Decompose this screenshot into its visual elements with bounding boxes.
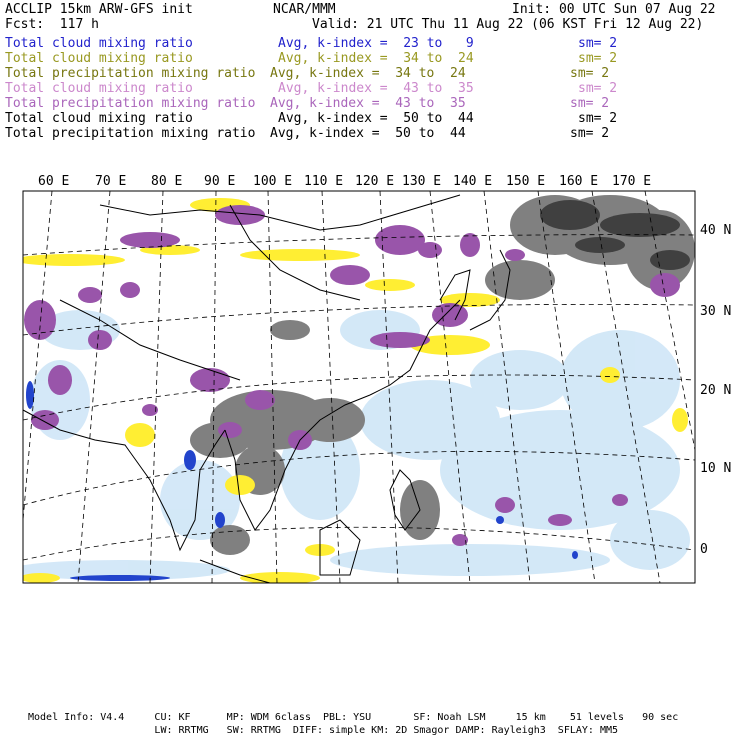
legend-range: Avg, k-index = 43 to 35 — [278, 81, 474, 96]
lat-label: 40 N — [700, 223, 732, 238]
legend-range: Avg, k-index = 50 to 44 — [270, 126, 466, 141]
legend-field: Total precipitation mixing ratio — [5, 66, 256, 81]
lat-label: 20 N — [700, 383, 732, 398]
legend-field: Total precipitation mixing ratio — [5, 96, 256, 111]
lon-label: 120 E — [355, 174, 395, 189]
legend-smooth: sm= 2 — [570, 126, 610, 141]
forecast-hour: Fcst: 117 h — [5, 17, 99, 32]
model-title: ACCLIP 15km ARW-GFS init — [5, 2, 193, 17]
valid-time: Valid: 21 UTC Thu 11 Aug 22 (06 KST Fri 12 Aug 22) — [312, 17, 704, 32]
lon-label: 140 E — [453, 174, 493, 189]
longitude-labels — [38, 174, 651, 189]
legend-smooth: sm= 2 — [570, 96, 610, 111]
lon-label: 160 E — [559, 174, 599, 189]
legend-range: Avg, k-index = 50 to 44 — [278, 111, 474, 126]
legend-field: Total precipitation mixing ratio — [5, 126, 256, 141]
legend-range: Avg, k-index = 34 to 24 — [278, 51, 474, 66]
lon-label: 130 E — [402, 174, 442, 189]
lat-label: 10 N — [700, 461, 732, 476]
lon-label: 90 E — [204, 174, 236, 189]
legend-range: Avg, k-index = 23 to 9 — [278, 36, 474, 51]
legend-field: Total cloud mixing ratio — [5, 51, 193, 66]
lat-label: 0 — [700, 542, 708, 557]
institution-label: NCAR/MMM — [273, 2, 336, 17]
lon-label: 110 E — [304, 174, 344, 189]
lon-label: 70 E — [95, 174, 127, 189]
legend-smooth: sm= 2 — [578, 36, 618, 51]
latitude-labels — [700, 223, 731, 557]
legend-smooth: sm= 2 — [578, 81, 618, 96]
lon-label: 60 E — [38, 174, 70, 189]
legend-smooth: sm= 2 — [570, 66, 610, 81]
legend-range: Avg, k-index = 43 to 35 — [270, 96, 466, 111]
lat-label: 30 N — [700, 304, 732, 319]
legend-smooth: sm= 2 — [578, 111, 618, 126]
legend-smooth: sm= 2 — [578, 51, 618, 66]
model-info-line2: LW: RRTMG SW: RRTMG DIFF: simple KM: 2D Smagor DAMP: Rayleigh3 SFLAY: MM5 — [28, 725, 619, 736]
lon-label: 80 E — [151, 174, 183, 189]
legend-field: Total cloud mixing ratio — [5, 36, 193, 51]
init-time: Init: 00 UTC Sun 07 Aug 22 — [512, 2, 716, 17]
lon-label: 100 E — [253, 174, 293, 189]
legend-field: Total cloud mixing ratio — [5, 111, 193, 126]
legend-range: Avg, k-index = 34 to 24 — [270, 66, 466, 81]
model-info-line1: Model Info: V4.4 CU: KF MP: WDM 6class PBL: YSU SF: Noah LSM 15 km 51 levels 90 sec — [28, 712, 679, 723]
lon-label: 170 E — [612, 174, 652, 189]
lon-label: 150 E — [506, 174, 546, 189]
light-blue-field — [10, 310, 690, 580]
legend-field: Total cloud mixing ratio — [5, 81, 193, 96]
